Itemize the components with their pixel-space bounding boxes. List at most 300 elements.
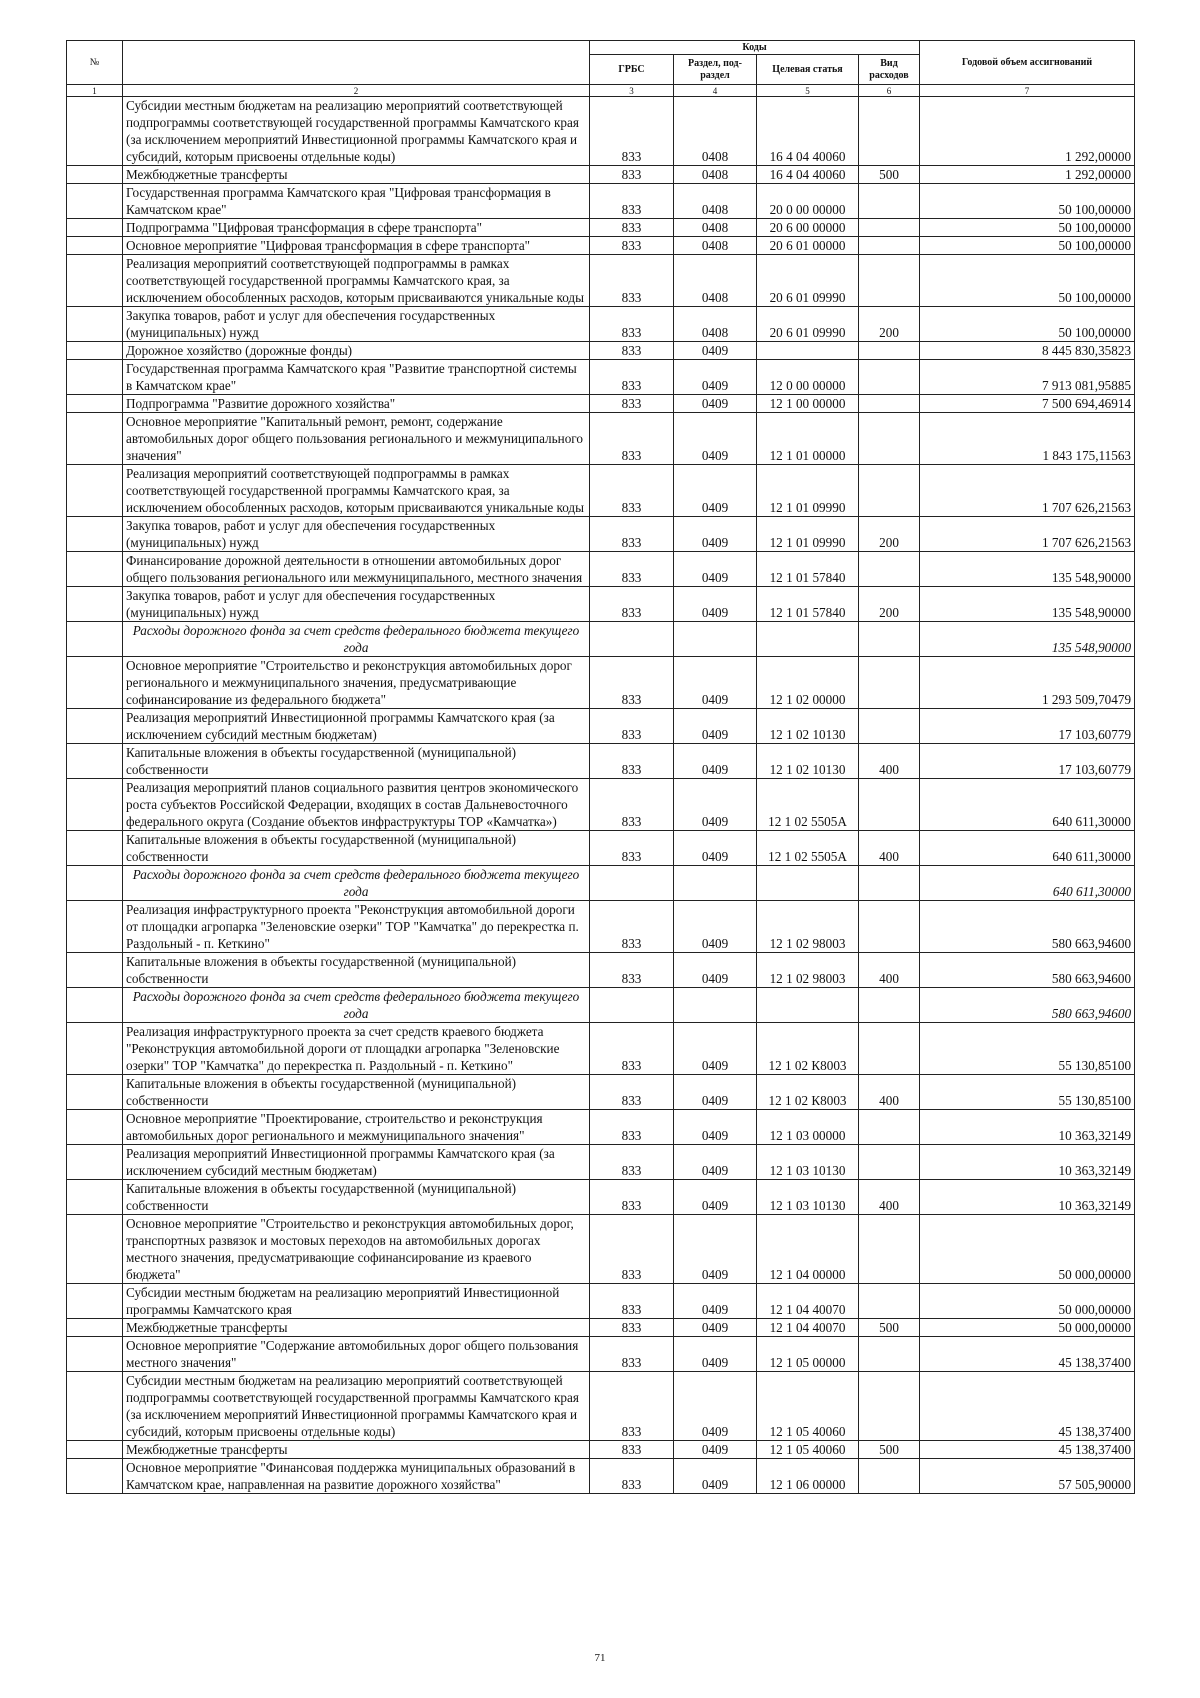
cell-num bbox=[67, 1110, 123, 1145]
cell-section: 0408 bbox=[674, 237, 757, 255]
cell-amount: 1 707 626,21563 bbox=[920, 465, 1135, 517]
cell-amount: 50 000,00000 bbox=[920, 1284, 1135, 1319]
cell-name: Закупка товаров, работ и услуг для обеспечения государственных (муниципальных) нужд bbox=[123, 307, 590, 342]
cell-section: 0408 bbox=[674, 255, 757, 307]
cell-grbs: 833 bbox=[590, 1337, 674, 1372]
cell-section: 0409 bbox=[674, 831, 757, 866]
table-row bbox=[67, 1319, 1135, 1337]
cell-section: 0409 bbox=[674, 709, 757, 744]
table-row bbox=[67, 587, 1135, 622]
cell-grbs: 833 bbox=[590, 831, 674, 866]
cell-amount: 45 138,37400 bbox=[920, 1372, 1135, 1441]
table-row bbox=[67, 465, 1135, 517]
cell-vid bbox=[859, 1145, 920, 1180]
cell-num bbox=[67, 779, 123, 831]
cell-name: Основное мероприятие "Цифровая трансформация в сфере транспорта" bbox=[123, 237, 590, 255]
cell-vid: 200 bbox=[859, 517, 920, 552]
cell-amount: 57 505,90000 bbox=[920, 1459, 1135, 1494]
cell-grbs: 833 bbox=[590, 1110, 674, 1145]
cell-vid bbox=[859, 342, 920, 360]
cell-num bbox=[67, 255, 123, 307]
cell-amount: 45 138,37400 bbox=[920, 1337, 1135, 1372]
cell-vid: 400 bbox=[859, 1180, 920, 1215]
cell-amount: 50 100,00000 bbox=[920, 255, 1135, 307]
cell-target: 12 1 06 00000 bbox=[757, 1459, 859, 1494]
cell-grbs: 833 bbox=[590, 342, 674, 360]
cell-name: Основное мероприятие "Содержание автомобильных дорог общего пользования местного значения" bbox=[123, 1337, 590, 1372]
colnum: 5 bbox=[757, 85, 859, 97]
table-row bbox=[67, 1215, 1135, 1284]
cell-section: 0409 bbox=[674, 779, 757, 831]
header-name bbox=[123, 41, 590, 85]
cell-vid bbox=[859, 1372, 920, 1441]
cell-vid bbox=[859, 622, 920, 657]
cell-name: Дорожное хозяйство (дорожные фонды) bbox=[123, 342, 590, 360]
cell-vid: 500 bbox=[859, 166, 920, 184]
cell-vid bbox=[859, 1459, 920, 1494]
cell-grbs: 833 bbox=[590, 255, 674, 307]
cell-target: 12 1 01 57840 bbox=[757, 552, 859, 587]
table-row bbox=[67, 237, 1135, 255]
cell-grbs: 833 bbox=[590, 657, 674, 709]
cell-num bbox=[67, 622, 123, 657]
cell-num bbox=[67, 1372, 123, 1441]
cell-section: 0408 bbox=[674, 184, 757, 219]
header-codes: Коды bbox=[590, 41, 920, 55]
table-row bbox=[67, 255, 1135, 307]
cell-grbs: 833 bbox=[590, 97, 674, 166]
cell-grbs: 833 bbox=[590, 395, 674, 413]
cell-amount: 50 100,00000 bbox=[920, 219, 1135, 237]
cell-name: Реализация мероприятий Инвестиционной программы Камчатского края (за исключением субсидий местным бюджетам) bbox=[123, 709, 590, 744]
cell-target: 12 1 02 10130 bbox=[757, 709, 859, 744]
cell-num bbox=[67, 413, 123, 465]
cell-vid bbox=[859, 255, 920, 307]
cell-name: Государственная программа Камчатского края "Развитие транспортной системы в Камчатском крае" bbox=[123, 360, 590, 395]
table-row bbox=[67, 1110, 1135, 1145]
cell-target: 12 1 00 00000 bbox=[757, 395, 859, 413]
cell-target: 12 1 04 40070 bbox=[757, 1319, 859, 1337]
cell-name: Расходы дорожного фонда за счет средств федерального бюджета текущего года bbox=[123, 988, 590, 1023]
cell-name: Расходы дорожного фонда за счет средств федерального бюджета текущего года bbox=[123, 622, 590, 657]
cell-amount: 640 611,30000 bbox=[920, 866, 1135, 901]
cell-grbs: 833 bbox=[590, 465, 674, 517]
cell-target: 12 1 01 57840 bbox=[757, 587, 859, 622]
cell-vid: 200 bbox=[859, 307, 920, 342]
cell-amount: 135 548,90000 bbox=[920, 552, 1135, 587]
cell-num bbox=[67, 166, 123, 184]
table-row bbox=[67, 1180, 1135, 1215]
cell-grbs: 833 bbox=[590, 413, 674, 465]
cell-grbs: 833 bbox=[590, 517, 674, 552]
cell-section: 0408 bbox=[674, 166, 757, 184]
cell-grbs bbox=[590, 988, 674, 1023]
cell-amount: 17 103,60779 bbox=[920, 744, 1135, 779]
cell-section: 0408 bbox=[674, 307, 757, 342]
cell-section: 0409 bbox=[674, 1372, 757, 1441]
cell-vid bbox=[859, 237, 920, 255]
cell-section: 0409 bbox=[674, 1459, 757, 1494]
cell-name: Реализация мероприятий соответствующей подпрограммы в рамках соответствующей государственной программы Камчатского края, за исключением обособленных расходов, которым присваиваются уникальные коды bbox=[123, 465, 590, 517]
cell-vid: 200 bbox=[859, 587, 920, 622]
cell-section: 0409 bbox=[674, 744, 757, 779]
cell-grbs bbox=[590, 622, 674, 657]
cell-target bbox=[757, 988, 859, 1023]
table-row bbox=[67, 831, 1135, 866]
cell-vid bbox=[859, 1284, 920, 1319]
cell-num bbox=[67, 988, 123, 1023]
cell-grbs: 833 bbox=[590, 237, 674, 255]
cell-name: Реализация мероприятий Инвестиционной программы Камчатского края (за исключением субсидий местным бюджетам) bbox=[123, 1145, 590, 1180]
cell-grbs: 833 bbox=[590, 184, 674, 219]
cell-name: Субсидии местным бюджетам на реализацию мероприятий соответствующей подпрограммы соответствующей государственной программы Камчатского края (за исключением мероприятий Инвестиционной программы Камчатского края и субсидий, которым присвоены отдельные коды) bbox=[123, 97, 590, 166]
table-row bbox=[67, 360, 1135, 395]
cell-num bbox=[67, 342, 123, 360]
cell-section: 0409 bbox=[674, 552, 757, 587]
cell-name: Капитальные вложения в объекты государственной (муниципальной) собственности bbox=[123, 1075, 590, 1110]
cell-num bbox=[67, 901, 123, 953]
cell-amount: 50 100,00000 bbox=[920, 237, 1135, 255]
cell-target: 12 1 04 40070 bbox=[757, 1284, 859, 1319]
cell-grbs: 833 bbox=[590, 1215, 674, 1284]
cell-section: 0408 bbox=[674, 219, 757, 237]
cell-name: Основное мероприятие "Финансовая поддержка муниципальных образований в Камчатском крае, направленная на развитие дорожного хозяйства" bbox=[123, 1459, 590, 1494]
cell-num bbox=[67, 1319, 123, 1337]
cell-grbs: 833 bbox=[590, 1180, 674, 1215]
cell-amount: 50 000,00000 bbox=[920, 1319, 1135, 1337]
cell-name: Подпрограмма "Цифровая трансформация в сфере транспорта" bbox=[123, 219, 590, 237]
cell-section: 0409 bbox=[674, 1337, 757, 1372]
table-row bbox=[67, 219, 1135, 237]
cell-vid: 400 bbox=[859, 1075, 920, 1110]
cell-amount: 1 293 509,70479 bbox=[920, 657, 1135, 709]
cell-num bbox=[67, 97, 123, 166]
table-row bbox=[67, 1075, 1135, 1110]
cell-target: 16 4 04 40060 bbox=[757, 97, 859, 166]
cell-target: 12 1 02 98003 bbox=[757, 953, 859, 988]
cell-name: Реализация мероприятий планов социального развития центров экономического роста субъектов Российской Федерации, входящих в состав Дальневосточного федерального округа (Создание объектов инфраструктуры ТОР «Камчатка») bbox=[123, 779, 590, 831]
cell-name: Закупка товаров, работ и услуг для обеспечения государственных (муниципальных) нужд bbox=[123, 517, 590, 552]
table-row bbox=[67, 342, 1135, 360]
cell-section: 0409 bbox=[674, 395, 757, 413]
cell-num bbox=[67, 1459, 123, 1494]
cell-target: 20 0 00 00000 bbox=[757, 184, 859, 219]
cell-amount: 640 611,30000 bbox=[920, 831, 1135, 866]
cell-num bbox=[67, 1023, 123, 1075]
colnum: 6 bbox=[859, 85, 920, 97]
cell-target: 12 1 02 00000 bbox=[757, 657, 859, 709]
cell-amount: 580 663,94600 bbox=[920, 988, 1135, 1023]
cell-target: 12 1 03 00000 bbox=[757, 1110, 859, 1145]
cell-name: Капитальные вложения в объекты государственной (муниципальной) собственности bbox=[123, 1180, 590, 1215]
header-exp-type: Вид расходов bbox=[859, 55, 920, 85]
cell-section: 0409 bbox=[674, 1319, 757, 1337]
cell-target: 12 1 02 10130 bbox=[757, 744, 859, 779]
cell-name: Основное мероприятие "Строительство и реконструкция автомобильных дорог регионального и межмуниципального значения, предусматривающие софинансирование из федерального бюджета" bbox=[123, 657, 590, 709]
cell-num bbox=[67, 866, 123, 901]
cell-num bbox=[67, 184, 123, 219]
cell-name: Расходы дорожного фонда за счет средств федерального бюджета текущего года bbox=[123, 866, 590, 901]
cell-vid bbox=[859, 465, 920, 517]
colnum: 2 bbox=[123, 85, 590, 97]
cell-amount: 8 445 830,35823 bbox=[920, 342, 1135, 360]
cell-num bbox=[67, 219, 123, 237]
cell-vid: 500 bbox=[859, 1441, 920, 1459]
cell-target: 12 1 02 К8003 bbox=[757, 1023, 859, 1075]
colnum: 3 bbox=[590, 85, 674, 97]
cell-target: 12 1 05 40060 bbox=[757, 1441, 859, 1459]
cell-num bbox=[67, 552, 123, 587]
cell-name: Государственная программа Камчатского края "Цифровая трансформация в Камчатском крае" bbox=[123, 184, 590, 219]
cell-target: 12 1 04 00000 bbox=[757, 1215, 859, 1284]
cell-num bbox=[67, 307, 123, 342]
table-row bbox=[67, 184, 1135, 219]
cell-name: Капитальные вложения в объекты государственной (муниципальной) собственности bbox=[123, 744, 590, 779]
cell-vid bbox=[859, 988, 920, 1023]
table-row bbox=[67, 1372, 1135, 1441]
table-row bbox=[67, 1441, 1135, 1459]
cell-amount: 7 913 081,95885 bbox=[920, 360, 1135, 395]
cell-section bbox=[674, 866, 757, 901]
cell-vid bbox=[859, 97, 920, 166]
cell-section: 0409 bbox=[674, 1075, 757, 1110]
table-row bbox=[67, 97, 1135, 166]
cell-section bbox=[674, 622, 757, 657]
table-row bbox=[67, 166, 1135, 184]
cell-target: 12 1 01 00000 bbox=[757, 413, 859, 465]
cell-grbs: 833 bbox=[590, 1145, 674, 1180]
cell-target: 12 1 05 40060 bbox=[757, 1372, 859, 1441]
cell-amount: 50 100,00000 bbox=[920, 184, 1135, 219]
cell-grbs: 833 bbox=[590, 166, 674, 184]
cell-name: Закупка товаров, работ и услуг для обеспечения государственных (муниципальных) нужд bbox=[123, 587, 590, 622]
cell-grbs: 833 bbox=[590, 219, 674, 237]
header-grbs: ГРБС bbox=[590, 55, 674, 85]
road-fund-row bbox=[67, 622, 1135, 657]
cell-section: 0409 bbox=[674, 1145, 757, 1180]
cell-grbs bbox=[590, 866, 674, 901]
cell-num bbox=[67, 657, 123, 709]
cell-name: Субсидии местным бюджетам на реализацию мероприятий Инвестиционной программы Камчатского края bbox=[123, 1284, 590, 1319]
table-row bbox=[67, 709, 1135, 744]
cell-vid bbox=[859, 1215, 920, 1284]
cell-section: 0409 bbox=[674, 1180, 757, 1215]
cell-num bbox=[67, 360, 123, 395]
cell-name: Основное мероприятие "Проектирование, строительство и реконструкция автомобильных дорог регионального и межмуниципального значения" bbox=[123, 1110, 590, 1145]
cell-num bbox=[67, 744, 123, 779]
budget-table bbox=[66, 40, 1135, 1494]
cell-section: 0409 bbox=[674, 1441, 757, 1459]
table-row bbox=[67, 1284, 1135, 1319]
table-row bbox=[67, 779, 1135, 831]
cell-vid bbox=[859, 866, 920, 901]
table-row bbox=[67, 1337, 1135, 1372]
cell-target: 16 4 04 40060 bbox=[757, 166, 859, 184]
cell-amount: 580 663,94600 bbox=[920, 953, 1135, 988]
cell-section: 0409 bbox=[674, 342, 757, 360]
cell-grbs: 833 bbox=[590, 1319, 674, 1337]
cell-section: 0409 bbox=[674, 413, 757, 465]
cell-amount: 55 130,85100 bbox=[920, 1023, 1135, 1075]
cell-target: 12 1 03 10130 bbox=[757, 1145, 859, 1180]
cell-name: Субсидии местным бюджетам на реализацию мероприятий соответствующей подпрограммы соответствующей государственной программы Камчатского края (за исключением мероприятий Инвестиционной программы Камчатского края и субсидий, которым присвоены отдельные коды) bbox=[123, 1372, 590, 1441]
cell-target bbox=[757, 622, 859, 657]
cell-target: 20 6 01 00000 bbox=[757, 237, 859, 255]
cell-section: 0409 bbox=[674, 465, 757, 517]
cell-target: 12 1 02 К8003 bbox=[757, 1075, 859, 1110]
cell-name: Реализация инфраструктурного проекта "Реконструкция автомобильной дороги от площадки агропарка "Зеленовские озерки" ТОР "Камчатка" до перекрестка п. Раздольный - п. Кеткино" bbox=[123, 901, 590, 953]
cell-num bbox=[67, 1441, 123, 1459]
cell-grbs: 833 bbox=[590, 953, 674, 988]
cell-grbs: 833 bbox=[590, 360, 674, 395]
cell-name: Капитальные вложения в объекты государственной (муниципальной) собственности bbox=[123, 831, 590, 866]
cell-grbs: 833 bbox=[590, 744, 674, 779]
cell-vid: 400 bbox=[859, 953, 920, 988]
cell-vid bbox=[859, 657, 920, 709]
cell-vid: 400 bbox=[859, 831, 920, 866]
cell-amount: 50 000,00000 bbox=[920, 1215, 1135, 1284]
cell-num bbox=[67, 1075, 123, 1110]
cell-num bbox=[67, 831, 123, 866]
cell-grbs: 833 bbox=[590, 1372, 674, 1441]
cell-grbs: 833 bbox=[590, 901, 674, 953]
cell-target bbox=[757, 342, 859, 360]
cell-target: 12 1 02 5505А bbox=[757, 831, 859, 866]
table-row bbox=[67, 395, 1135, 413]
cell-name: Капитальные вложения в объекты государственной (муниципальной) собственности bbox=[123, 953, 590, 988]
table-row bbox=[67, 901, 1135, 953]
cell-name: Реализация мероприятий соответствующей подпрограммы в рамках соответствующей государственной программы Камчатского края, за исключением обособленных расходов, которым присваиваются уникальные коды bbox=[123, 255, 590, 307]
cell-target: 12 0 00 00000 bbox=[757, 360, 859, 395]
cell-section: 0409 bbox=[674, 1284, 757, 1319]
table-body bbox=[67, 97, 1135, 1494]
cell-target: 12 1 02 5505А bbox=[757, 779, 859, 831]
table-row bbox=[67, 657, 1135, 709]
header-annual: Годовой объем ассигнований bbox=[920, 41, 1135, 85]
cell-amount: 7 500 694,46914 bbox=[920, 395, 1135, 413]
cell-name: Финансирование дорожной деятельности в отношении автомобильных дорог общего пользования регионального или межмуниципального, местного значения bbox=[123, 552, 590, 587]
road-fund-row bbox=[67, 866, 1135, 901]
header-target: Целевая статья bbox=[757, 55, 859, 85]
cell-target: 12 1 02 98003 bbox=[757, 901, 859, 953]
cell-section: 0409 bbox=[674, 1023, 757, 1075]
table-row bbox=[67, 1145, 1135, 1180]
cell-num bbox=[67, 395, 123, 413]
colnum: 4 bbox=[674, 85, 757, 97]
cell-amount: 55 130,85100 bbox=[920, 1075, 1135, 1110]
column-numbers-row bbox=[67, 85, 1135, 97]
cell-grbs: 833 bbox=[590, 1441, 674, 1459]
table-header bbox=[67, 41, 1135, 97]
colnum: 1 bbox=[67, 85, 123, 97]
cell-target: 12 1 03 10130 bbox=[757, 1180, 859, 1215]
cell-num bbox=[67, 1284, 123, 1319]
cell-vid bbox=[859, 413, 920, 465]
road-fund-row bbox=[67, 988, 1135, 1023]
cell-target: 12 1 05 00000 bbox=[757, 1337, 859, 1372]
cell-amount: 10 363,32149 bbox=[920, 1180, 1135, 1215]
cell-target: 12 1 01 09990 bbox=[757, 517, 859, 552]
table-row bbox=[67, 1023, 1135, 1075]
table-row bbox=[67, 953, 1135, 988]
cell-grbs: 833 bbox=[590, 552, 674, 587]
table-row bbox=[67, 307, 1135, 342]
cell-amount: 45 138,37400 bbox=[920, 1441, 1135, 1459]
cell-num bbox=[67, 465, 123, 517]
cell-vid bbox=[859, 219, 920, 237]
cell-section: 0409 bbox=[674, 953, 757, 988]
table-row bbox=[67, 744, 1135, 779]
cell-section: 0409 bbox=[674, 360, 757, 395]
cell-amount: 1 843 175,11563 bbox=[920, 413, 1135, 465]
cell-vid bbox=[859, 779, 920, 831]
cell-grbs: 833 bbox=[590, 1284, 674, 1319]
cell-name: Межбюджетные трансферты bbox=[123, 166, 590, 184]
cell-grbs: 833 bbox=[590, 1459, 674, 1494]
cell-amount: 640 611,30000 bbox=[920, 779, 1135, 831]
cell-grbs: 833 bbox=[590, 587, 674, 622]
cell-target: 20 6 01 09990 bbox=[757, 255, 859, 307]
cell-num bbox=[67, 587, 123, 622]
header-section: Раздел, под-раздел bbox=[674, 55, 757, 85]
cell-name: Основное мероприятие "Строительство и реконструкция автомобильных дорог, транспортных развязок и мостовых переходов на автомобильных дорогах местного значения, предусматривающие софинансирование из краевого бюджета" bbox=[123, 1215, 590, 1284]
cell-vid: 400 bbox=[859, 744, 920, 779]
cell-section bbox=[674, 988, 757, 1023]
cell-vid bbox=[859, 184, 920, 219]
cell-name: Подпрограмма "Развитие дорожного хозяйства" bbox=[123, 395, 590, 413]
cell-vid bbox=[859, 552, 920, 587]
page-number: 71 bbox=[594, 1652, 606, 1664]
cell-vid: 500 bbox=[859, 1319, 920, 1337]
cell-grbs: 833 bbox=[590, 709, 674, 744]
table-row bbox=[67, 413, 1135, 465]
cell-amount: 10 363,32149 bbox=[920, 1110, 1135, 1145]
cell-name: Основное мероприятие "Капитальный ремонт, ремонт, содержание автомобильных дорог общего пользования регионального и межмуниципального значения" bbox=[123, 413, 590, 465]
cell-target: 12 1 01 09990 bbox=[757, 465, 859, 517]
cell-vid bbox=[859, 1337, 920, 1372]
cell-amount: 580 663,94600 bbox=[920, 901, 1135, 953]
cell-section: 0409 bbox=[674, 657, 757, 709]
cell-amount: 135 548,90000 bbox=[920, 622, 1135, 657]
cell-amount: 1 292,00000 bbox=[920, 166, 1135, 184]
cell-section: 0409 bbox=[674, 1110, 757, 1145]
cell-section: 0409 bbox=[674, 587, 757, 622]
cell-vid bbox=[859, 395, 920, 413]
cell-section: 0409 bbox=[674, 901, 757, 953]
cell-grbs: 833 bbox=[590, 307, 674, 342]
cell-num bbox=[67, 237, 123, 255]
cell-vid bbox=[859, 709, 920, 744]
cell-num bbox=[67, 517, 123, 552]
cell-target: 20 6 01 09990 bbox=[757, 307, 859, 342]
cell-amount: 10 363,32149 bbox=[920, 1145, 1135, 1180]
cell-grbs: 833 bbox=[590, 1023, 674, 1075]
cell-amount: 50 100,00000 bbox=[920, 307, 1135, 342]
cell-amount: 17 103,60779 bbox=[920, 709, 1135, 744]
colnum: 7 bbox=[920, 85, 1135, 97]
cell-num bbox=[67, 1337, 123, 1372]
cell-vid bbox=[859, 1110, 920, 1145]
header-no: № bbox=[67, 41, 123, 85]
cell-amount: 1 292,00000 bbox=[920, 97, 1135, 166]
cell-num bbox=[67, 1145, 123, 1180]
cell-num bbox=[67, 953, 123, 988]
cell-name: Межбюджетные трансферты bbox=[123, 1319, 590, 1337]
cell-num bbox=[67, 709, 123, 744]
cell-num bbox=[67, 1180, 123, 1215]
cell-section: 0408 bbox=[674, 97, 757, 166]
table-row bbox=[67, 552, 1135, 587]
